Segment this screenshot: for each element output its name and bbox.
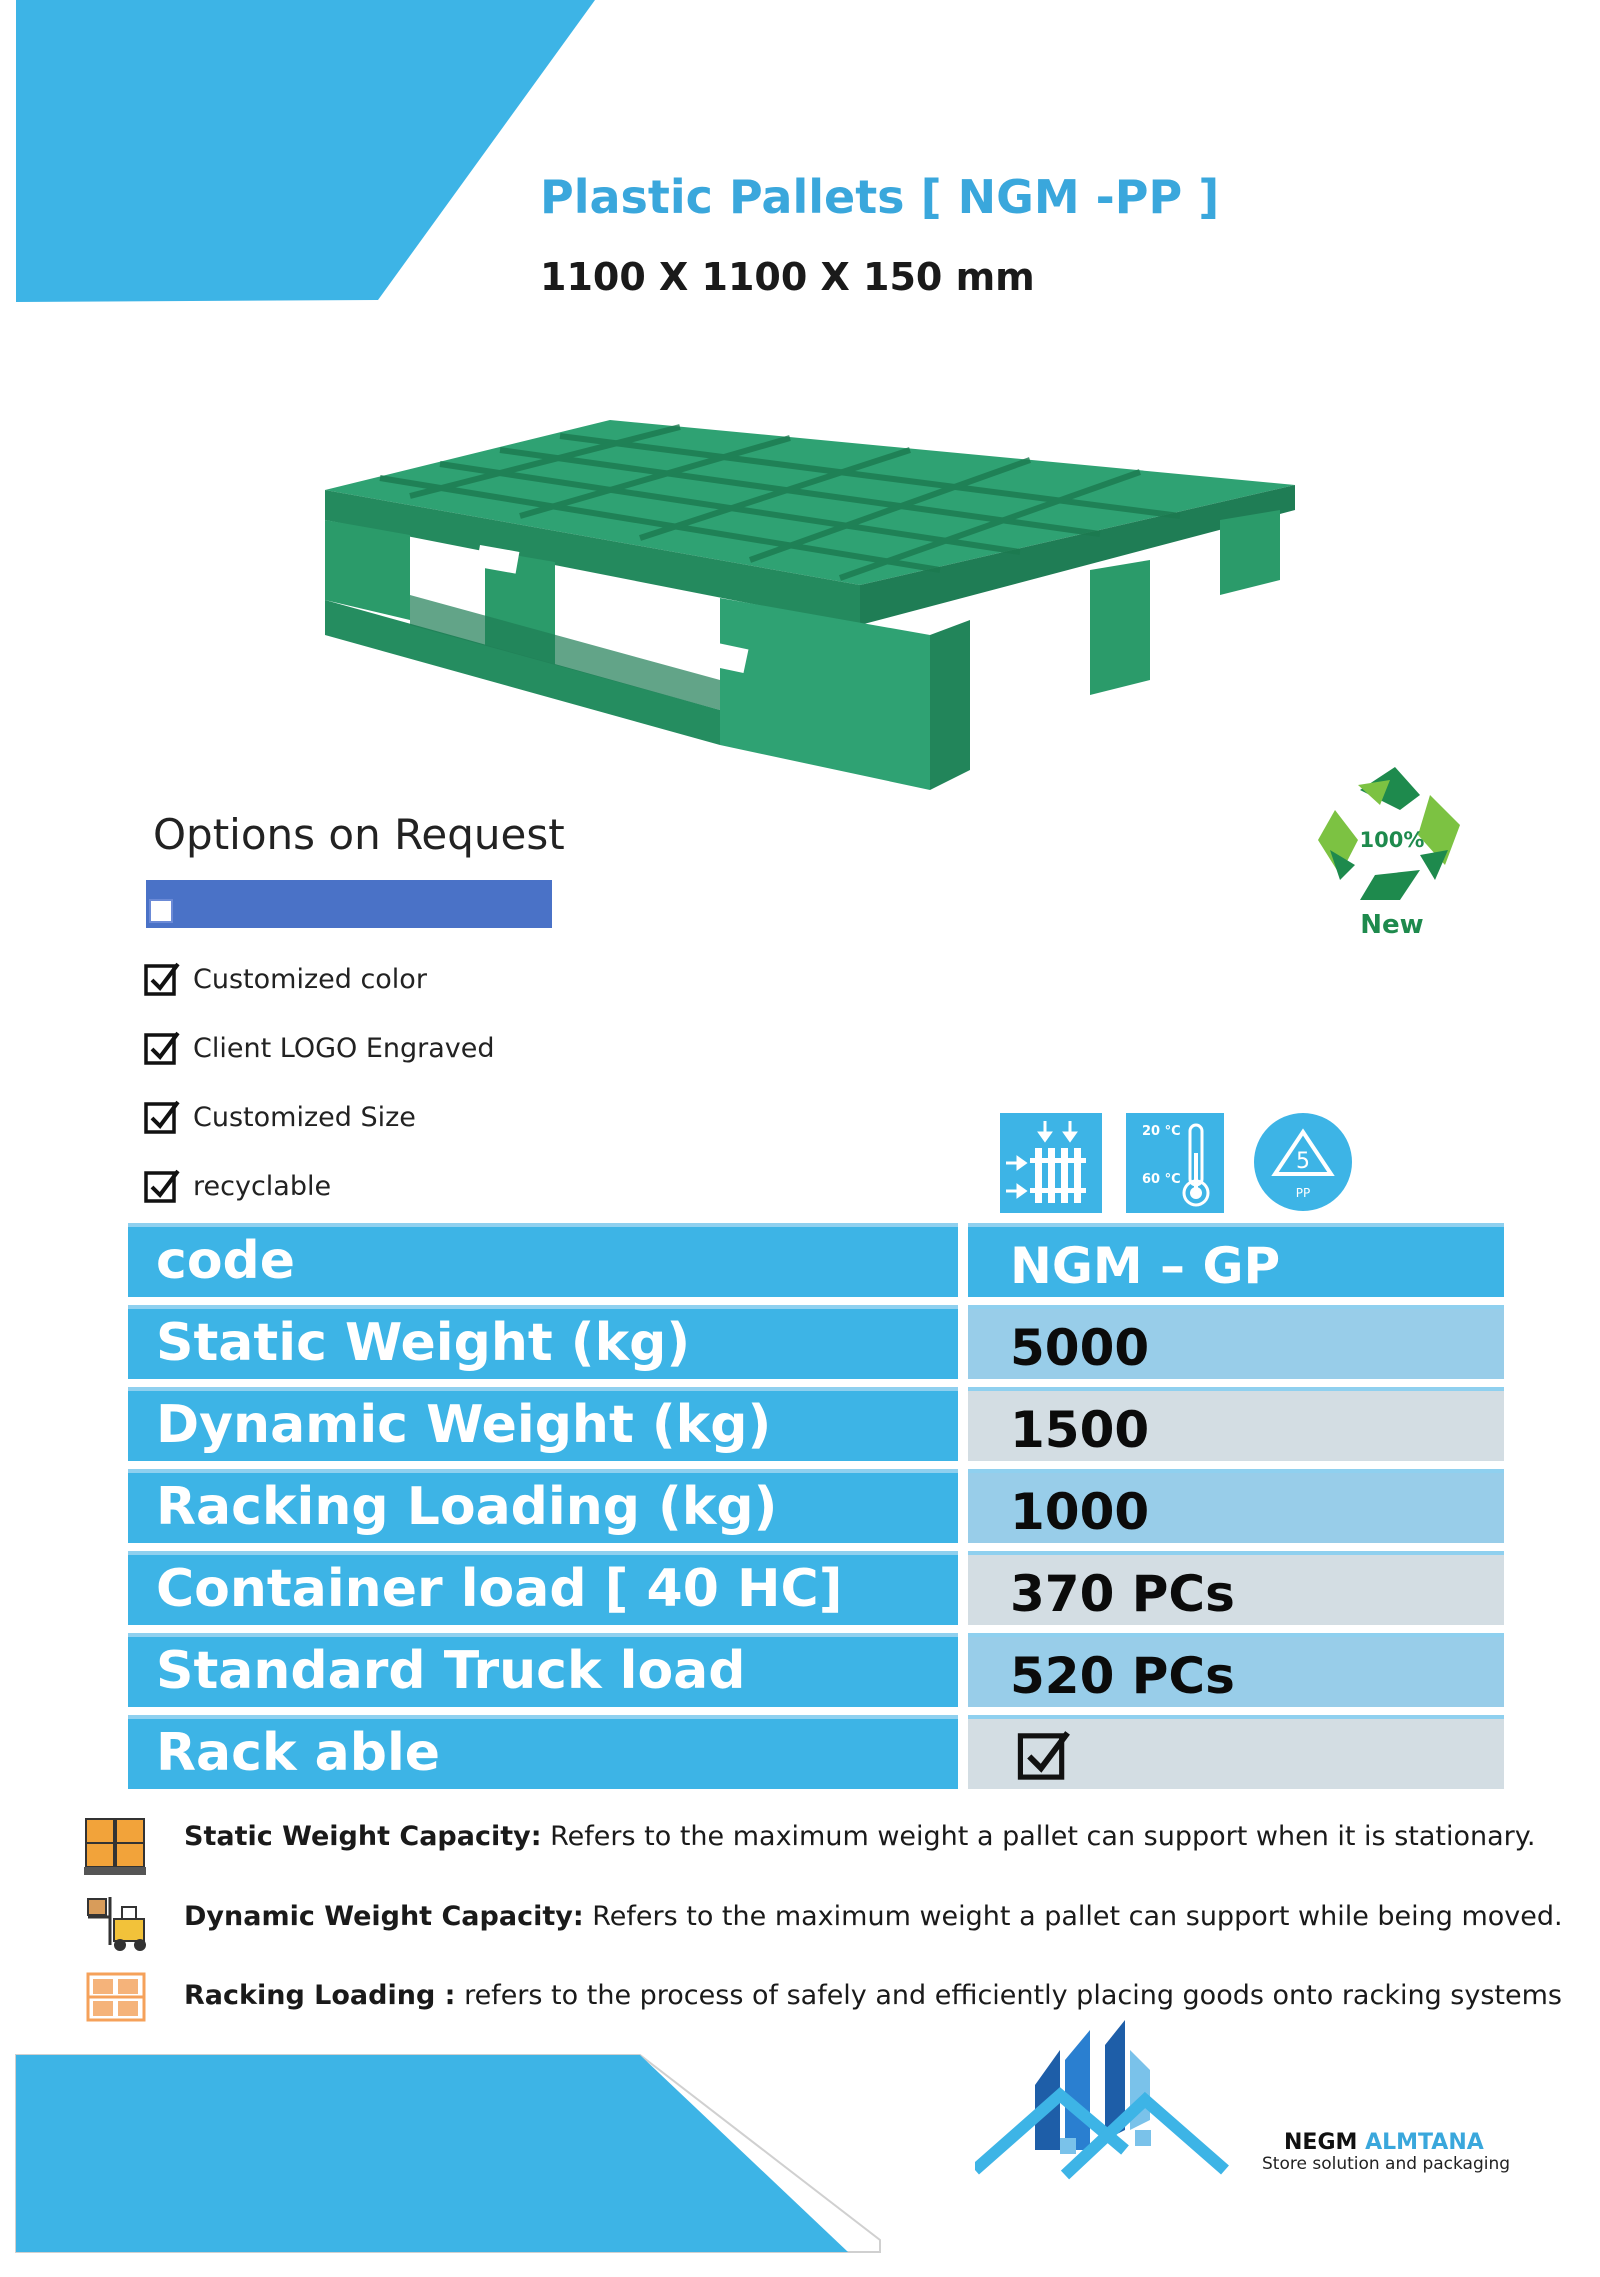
spec-label: Container load [ 40 HC] (156, 1559, 843, 1619)
note-term: Static Weight Capacity: (184, 1821, 542, 1852)
spec-value: 520 PCs (1010, 1647, 1235, 1705)
options-bar (146, 880, 552, 928)
temperature-high-label: 20 °C (1142, 1124, 1181, 1139)
options-title: Options on Request (153, 810, 565, 859)
spec-label: Static Weight (kg) (156, 1313, 691, 1373)
spec-label-cell (128, 1305, 958, 1379)
note-text: Refers to the maximum weight a pallet can support while being moved. (583, 1901, 1563, 1932)
option-item (143, 1026, 495, 1070)
option-item (143, 957, 427, 1001)
note-term: Dynamic Weight Capacity: (184, 1901, 584, 1932)
option-item (143, 1095, 416, 1139)
spec-value-cell (968, 1633, 1504, 1707)
spec-value: NGM – GP (1010, 1237, 1281, 1295)
checkbox-checked-icon (143, 1167, 181, 1205)
checkbox-checked-icon (143, 960, 181, 998)
spec-row-dynamic-weight (128, 1387, 1504, 1461)
pallet-image (320, 410, 1305, 795)
spec-table (128, 1223, 1504, 1797)
spec-label-cell (128, 1469, 958, 1543)
temperature-low-label: 60 °C (1142, 1172, 1181, 1187)
spec-value: 5000 (1010, 1319, 1150, 1377)
spec-value-cell (968, 1387, 1504, 1461)
pp-recycle-code-icon (1253, 1112, 1353, 1212)
spec-row-code (128, 1223, 1504, 1297)
spec-label-cell (128, 1387, 958, 1461)
spec-label: code (156, 1231, 296, 1291)
company-name (1284, 2130, 1484, 2155)
spec-label-cell (128, 1223, 958, 1297)
header-decoration (0, 0, 600, 310)
spec-label: Standard Truck load (156, 1641, 746, 1701)
options-bar-checkbox (149, 899, 173, 923)
spec-value-cell (968, 1469, 1504, 1543)
recycle-material-label: PP (1295, 1186, 1311, 1200)
note-text: Refers to the maximum weight a pallet can support when it is stationary. (541, 1821, 1536, 1852)
spec-label: Rack able (156, 1723, 441, 1783)
badge-new-label: New (1360, 910, 1424, 940)
temperature-icon (1126, 1113, 1224, 1213)
option-label: Customized color (193, 963, 427, 995)
spec-value: 370 PCs (1010, 1565, 1235, 1623)
note-dynamic-weight (184, 1901, 1563, 1932)
note-static-weight (184, 1821, 1535, 1852)
checkbox-checked-icon (143, 1098, 181, 1136)
spec-row-container-load (128, 1551, 1504, 1625)
spec-row-racking-loading (128, 1469, 1504, 1543)
stacked-boxes-icon (82, 1815, 148, 1877)
spec-value: 1500 (1010, 1401, 1150, 1459)
company-logo-icon (975, 2010, 1255, 2185)
checkbox-checked-icon (1016, 1727, 1072, 1783)
option-item (143, 1164, 331, 1208)
option-label: Customized Size (193, 1101, 416, 1133)
spec-value-cell (968, 1715, 1504, 1789)
load-pallet-icon (1000, 1113, 1102, 1213)
option-label: Client LOGO Engraved (193, 1032, 495, 1064)
forklift-icon (82, 1895, 152, 1955)
note-text: refers to the process of safely and efficiently placing goods onto racking systems (455, 1980, 1562, 2011)
note-term: Racking Loading : (184, 1980, 456, 2011)
company-name-part2: ALMTANA (1365, 2130, 1484, 2155)
pallet-dimensions: 1100 X 1100 X 150 mm (540, 255, 1035, 299)
spec-value: 1000 (1010, 1483, 1150, 1541)
page-title: Plastic Pallets [ NGM -PP ] (540, 170, 1220, 224)
spec-label: Dynamic Weight (kg) (156, 1395, 772, 1455)
company-name-part1: NEGM (1284, 2130, 1358, 2155)
spec-row-truck-load (128, 1633, 1504, 1707)
spec-row-rack-able (128, 1715, 1504, 1789)
spec-value-cell (968, 1223, 1504, 1297)
spec-label-cell (128, 1551, 958, 1625)
racking-icon (86, 1972, 146, 2022)
spec-row-static-weight (128, 1305, 1504, 1379)
recycle-code-number: 5 (1296, 1149, 1310, 1174)
spec-label: Racking Loading (kg) (156, 1477, 778, 1537)
recycle-new-badge (1300, 755, 1480, 945)
spec-value-cell (968, 1305, 1504, 1379)
note-racking-loading (184, 1980, 1562, 2011)
company-tagline: Store solution and packaging (1262, 2154, 1511, 2174)
spec-value-cell (968, 1551, 1504, 1625)
footer-decoration (0, 2040, 900, 2277)
option-label: recyclable (193, 1170, 332, 1202)
checkbox-checked-icon (143, 1029, 181, 1067)
spec-label-cell (128, 1633, 958, 1707)
spec-label-cell (128, 1715, 958, 1789)
badge-percent: 100% (1359, 828, 1425, 852)
